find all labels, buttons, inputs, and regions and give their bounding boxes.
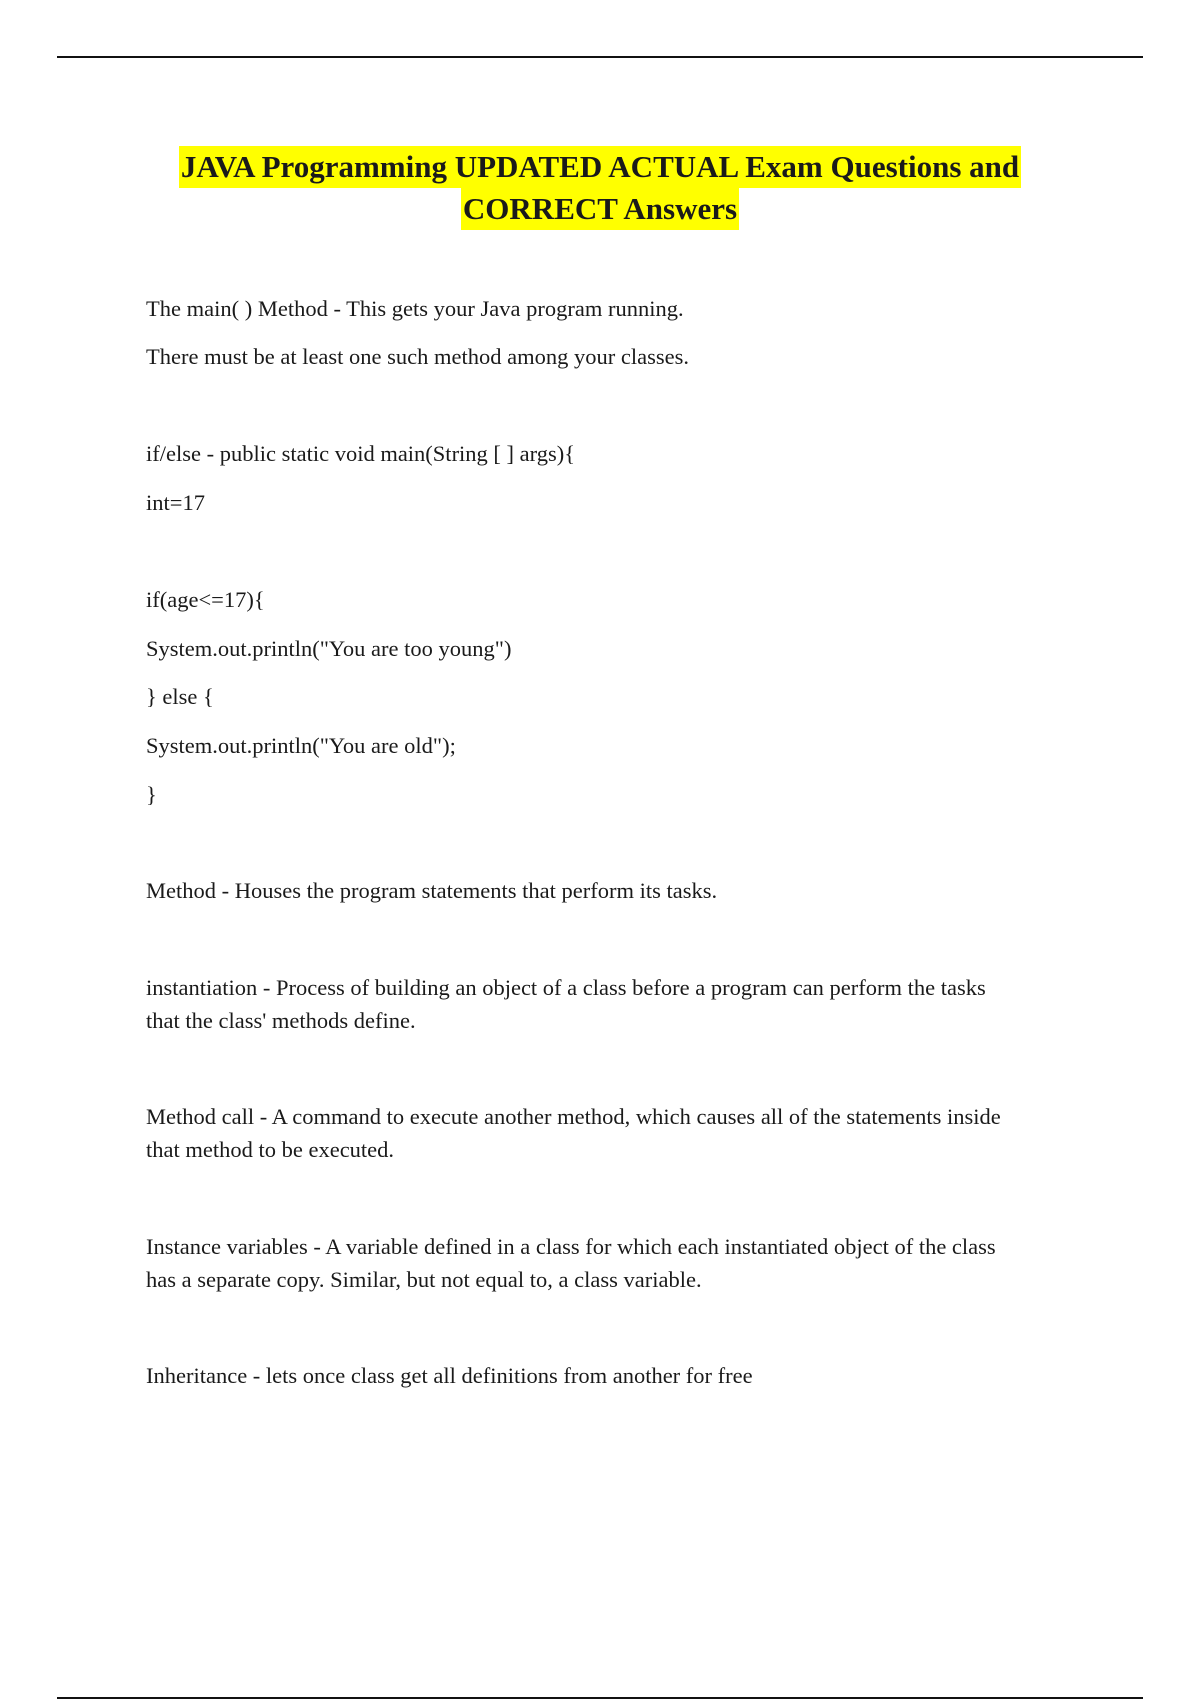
entry-main-method-line-1: The main( ) Method - This gets your Java program running. [146, 296, 684, 321]
title-line-2: CORRECT Answers [461, 188, 739, 230]
entry-method: Method - Houses the program statements that perform its tasks. [146, 878, 718, 903]
entry-method-call-line-2: that method to be executed. [146, 1137, 395, 1162]
entry-ifelse-line-5: } else { [146, 684, 214, 709]
entry-instance-variables-line-1: Instance variables - A variable defined in a class for which each instantiated object of the class [146, 1234, 996, 1259]
entry-main-method-line-2: There must be at least one such method among your classes. [146, 344, 689, 369]
entry-inheritance: Inheritance - lets once class get all definitions from another for free [146, 1363, 753, 1388]
entry-method-call-line-1: Method call - A command to execute another method, which causes all of the statements inside [146, 1104, 1001, 1129]
entry-ifelse-line-6: System.out.println("You are old"); [146, 733, 456, 758]
entry-ifelse-line-4: System.out.println("You are too young") [146, 636, 512, 661]
entry-ifelse-line-3: if(age<=17){ [146, 587, 265, 612]
top-rule [57, 56, 1143, 58]
entry-ifelse-line-7: } [146, 782, 157, 807]
bottom-rule [57, 1697, 1143, 1699]
entry-instantiation-line-2: that the class' methods define. [146, 1008, 416, 1033]
document-title [0, 146, 1200, 230]
entry-instance-variables-line-2: has a separate copy. Similar, but not equal to, a class variable. [146, 1267, 702, 1292]
entry-instantiation-line-1: instantiation - Process of building an object of a class before a program can perform the tasks [146, 975, 986, 1000]
entry-ifelse-line-2: int=17 [146, 490, 205, 515]
title-line-1: JAVA Programming UPDATED ACTUAL Exam Questions and [179, 146, 1021, 188]
entry-ifelse-line-1: if/else - public static void main(String [ ] args){ [146, 441, 576, 466]
